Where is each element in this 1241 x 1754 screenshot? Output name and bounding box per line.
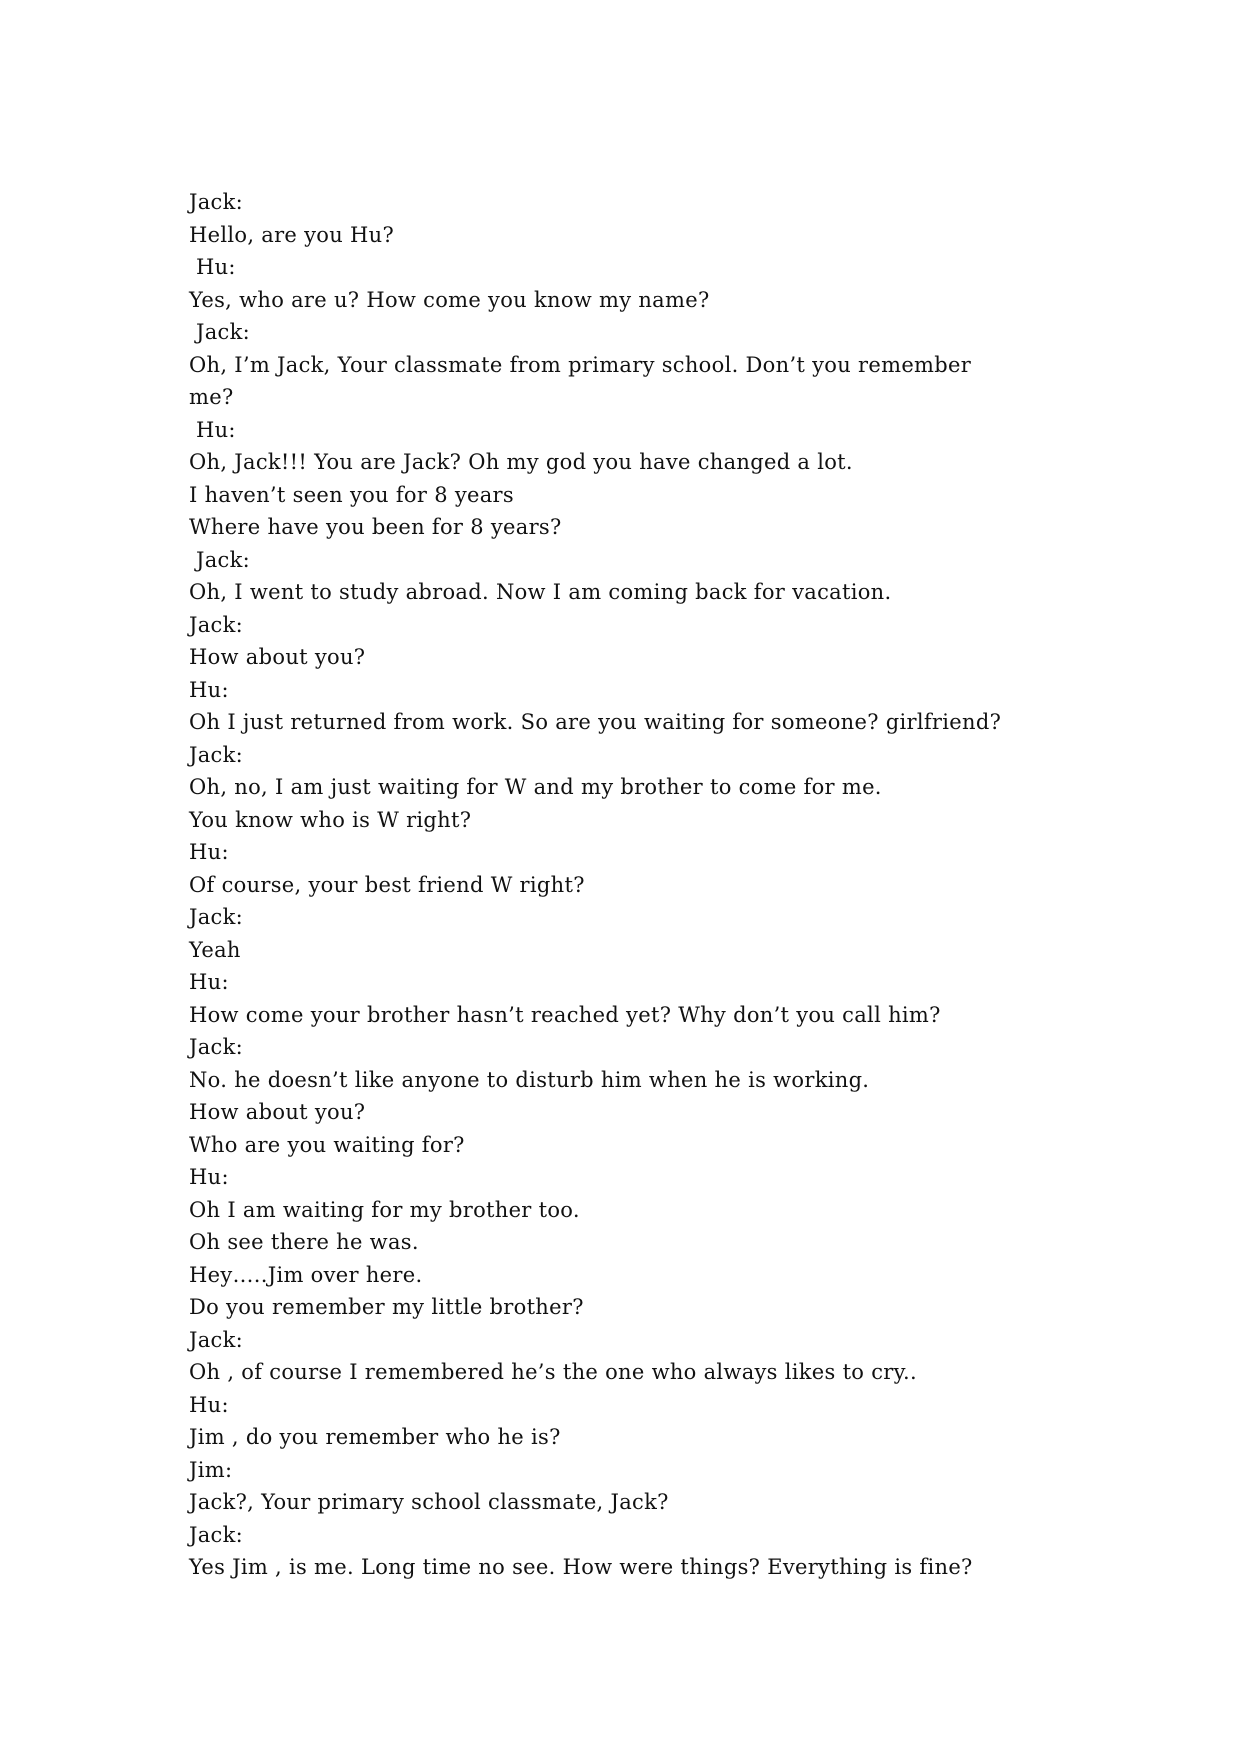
dialogue-line: Jack:	[189, 547, 250, 572]
dialogue-line: Jack:	[189, 190, 243, 214]
dialogue-line: Oh I am waiting for my brother too.	[189, 1197, 580, 1222]
dialogue-line: No. he doesn’t like anyone to disturb him when he is working.	[189, 1067, 870, 1092]
dialogue-line: You know who is W right?	[189, 807, 472, 832]
dialogue-line: Hu:	[189, 1392, 229, 1417]
dialogue-line: Jack:	[189, 1327, 243, 1352]
dialogue-line: How about you?	[189, 1100, 366, 1124]
dialogue-line: Hu:	[189, 255, 236, 279]
dialogue-line: Hey…..Jim over here.	[189, 1262, 423, 1287]
dialogue-line: How come your brother hasn’t reached yet? Why don’t you call him?	[189, 1002, 941, 1027]
dialogue-line: Of course, your best friend W right?	[189, 872, 585, 897]
dialogue-line: Oh, I’m Jack, Your classmate from primary school. Don’t you remember	[189, 352, 972, 377]
dialogue-line: Hu:	[189, 1165, 229, 1189]
dialogue-line: Do you remember my little brother?	[189, 1295, 584, 1319]
dialogue-line: I haven’t seen you for 8 years	[189, 482, 514, 507]
dialogue-line: Jack:	[189, 742, 243, 767]
dialogue-line: Jim , do you remember who he is?	[189, 1425, 561, 1449]
dialogue-line: me?	[189, 385, 234, 409]
dialogue-line: Jack?, Your primary school classmate, Jack?	[189, 1490, 669, 1514]
dialogue-line: Jack:	[189, 1035, 243, 1059]
dialogue-line: Hu:	[189, 417, 236, 442]
dialogue-line: Oh see there he was.	[189, 1230, 419, 1254]
dialogue-line: Oh I just returned from work. So are you waiting for someone? girlfriend?	[189, 710, 1002, 734]
dialogue-line: Oh , of course I remembered he’s the one who always likes to cry..	[189, 1360, 917, 1384]
dialogue-line: Yes, who are u? How come you know my name?	[189, 287, 710, 312]
dialogue-line: Where have you been for 8 years?	[189, 515, 562, 539]
dialogue-line: Yes Jim , is me. Long time no see. How were things? Everything is fine?	[189, 1555, 973, 1579]
dialogue-line: Jim:	[189, 1457, 233, 1482]
dialogue-line: Oh, Jack!!! You are Jack? Oh my god you have changed a lot.	[189, 450, 853, 474]
dialogue-transcript	[189, 186, 1069, 1584]
dialogue-line: Jack:	[189, 612, 243, 637]
dialogue-line: Oh, I went to study abroad. Now I am coming back for vacation.	[189, 580, 892, 604]
dialogue-line: Hu:	[189, 970, 229, 994]
dialogue-line: Hello, are you Hu?	[189, 222, 395, 247]
dialogue-line: Hu:	[189, 677, 229, 702]
dialogue-line: Yeah	[189, 937, 241, 962]
dialogue-line: Hu:	[189, 840, 229, 864]
dialogue-line: Who are you waiting for?	[189, 1132, 465, 1157]
dialogue-line: Oh, no, I am just waiting for W and my brother to come for me.	[189, 775, 882, 799]
dialogue-line: Jack:	[189, 1522, 243, 1547]
dialogue-line: Jack:	[189, 320, 250, 344]
dialogue-line: How about you?	[189, 645, 366, 669]
dialogue-line: Jack:	[189, 905, 243, 929]
